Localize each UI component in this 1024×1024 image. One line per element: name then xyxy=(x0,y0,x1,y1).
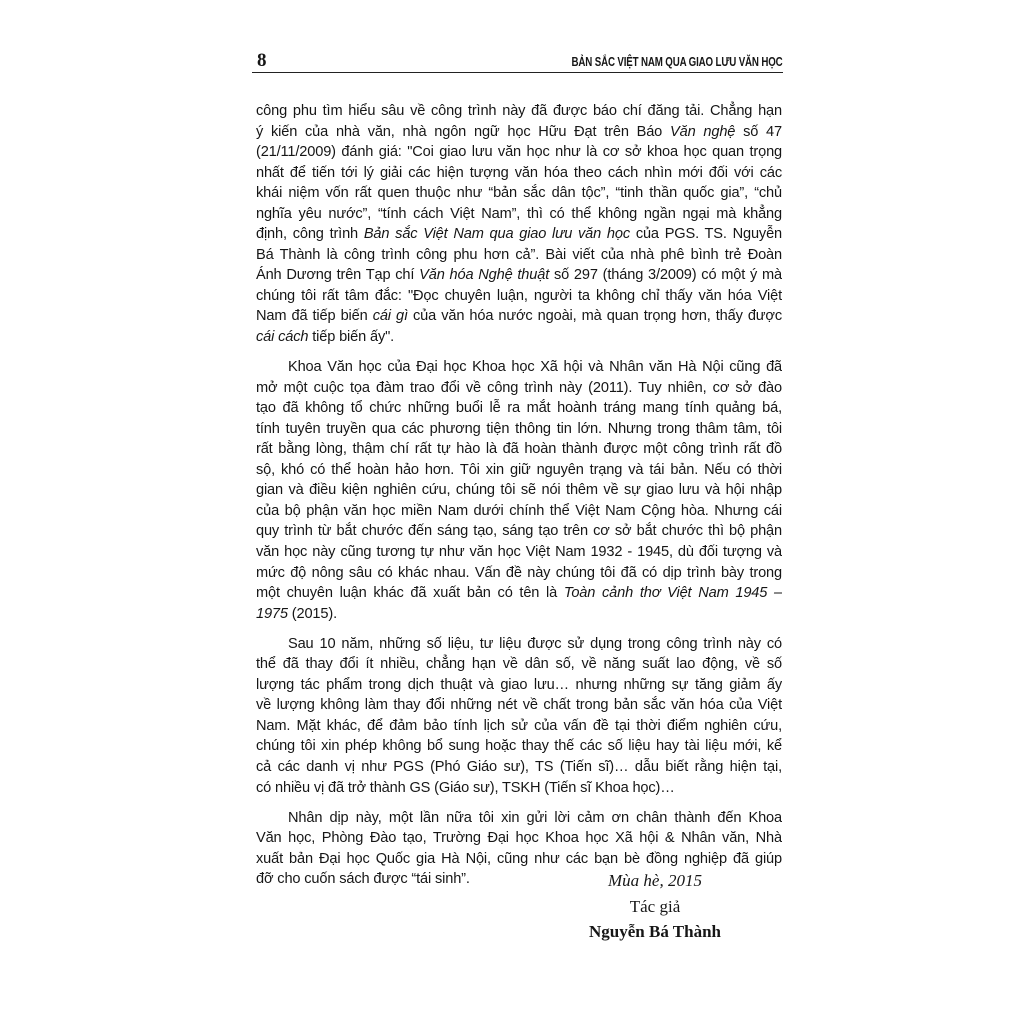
page-number: 8 xyxy=(257,50,267,71)
text-line xyxy=(256,849,782,870)
text-line xyxy=(256,286,782,307)
text-line xyxy=(256,480,782,501)
text-line xyxy=(256,778,782,799)
italic-title: Văn nghệ xyxy=(670,123,736,140)
text-line xyxy=(256,357,782,378)
text-segment: chúng tôi xin phép không bổ sung hoặc thay thế các số liệu hay tài liệu mới, kể xyxy=(256,738,782,755)
text-segment: của văn hóa nước ngoài, mà quan trọng hơn, thấy được xyxy=(407,308,782,325)
text-segment: sộ, khó có thể hoàn hảo hơn. Tôi xin giữ nguyên trạng và tái bản. Nếu có thời xyxy=(256,461,782,478)
text-line xyxy=(256,675,782,696)
text-line xyxy=(256,604,782,625)
text-segment: gian và điều kiện nghiên cứu, chúng tôi sẽ nói thêm về sự giao lưu và hội nhập xyxy=(256,482,782,499)
text-line xyxy=(256,634,782,655)
italic-title: cái cách xyxy=(256,329,309,346)
running-header xyxy=(252,50,783,73)
text-line xyxy=(256,563,782,584)
text-line xyxy=(256,542,782,563)
text-line xyxy=(256,501,782,522)
text-segment: Ánh Dương trên Tạp chí xyxy=(256,267,420,284)
text-line xyxy=(256,695,782,716)
text-segment: chúng tôi rất tâm đắc: "Đọc chuyên luận, người ta không chỉ thấy văn hóa Việt xyxy=(256,287,782,304)
text-segment: số 297 (tháng 3/2009) có một ý mà xyxy=(549,267,782,284)
text-segment: số 47 xyxy=(735,123,782,140)
text-line xyxy=(256,204,782,225)
text-line xyxy=(256,327,782,348)
text-line xyxy=(256,521,782,542)
text-segment: một chuyên luận khác đã xuất bản có tên là xyxy=(256,585,564,602)
text-line xyxy=(256,183,782,204)
paragraph xyxy=(256,357,782,624)
text-segment: của bộ phận văn học miền Nam dưới chính thể Việt Nam Cộng hòa. Nhưng cái xyxy=(256,502,782,519)
text-segment: tính tuyên truyền qua các phương tiện thông tin lớn. Nhưng trong thâm tâm, tôi xyxy=(256,420,782,437)
text-line xyxy=(256,398,782,419)
text-line xyxy=(256,142,782,163)
text-segment: khái niệm vốn rất quen thuộc như “bản sắc dân tộc”, “tinh thần quốc gia”, “chủ xyxy=(256,185,782,202)
text-segment: nghĩa yêu nước”, “tính cách Việt Nam”, thì có thể không ngần ngại mà khẳng xyxy=(256,205,782,222)
text-segment: rất bằng lòng, thậm chí rất tự hào là đã hoàn thành được một công trình rất đồ xyxy=(256,441,782,458)
text-line xyxy=(256,808,782,829)
text-segment: Sau 10 năm, những số liệu, tư liệu được sử dụng trong công trình này có xyxy=(288,635,782,652)
text-line xyxy=(256,583,782,604)
text-segment: công phu tìm hiểu sâu về công trình này đã được báo chí đăng tải. Chẳng hạn xyxy=(256,103,782,119)
text-line xyxy=(256,654,782,675)
text-segment: ý kiến của nhà văn, nhà ngôn ngữ học Hữu Đạt trên Báo xyxy=(256,123,671,140)
text-segment: tiếp biến ấy". xyxy=(308,329,395,346)
text-segment: nhất để tiến tới lý giải các hiện tượng văn hóa theo cách nhìn mới đối với các xyxy=(256,164,782,181)
italic-title: cái gì xyxy=(372,308,408,325)
text-segment: về lượng không làm thay đổi những nét về chất trong bản sắc văn hóa của Việt xyxy=(256,697,782,714)
text-segment: xuất bản Đại học Quốc gia Hà Nội, cũng như các bạn bè đồng nghiệp đã giúp xyxy=(256,850,782,867)
text-line xyxy=(256,460,782,481)
text-segment: đỡ cho cuốn sách được “tái sinh”. xyxy=(256,871,470,888)
text-line xyxy=(256,101,782,122)
text-segment: quy trình từ bắt chước đến sáng tạo, sáng tạo trên cơ sở bắt chước thì bộ phận xyxy=(256,523,782,540)
text-line xyxy=(256,757,782,778)
signature-date: Mùa hè, 2015 xyxy=(608,871,702,890)
text-segment: văn học này cũng tương tự như văn học Việt Nam 1932 - 1945, dù đối tượng và xyxy=(256,543,782,560)
italic-title: Toàn cảnh thơ Việt Nam 1945 – xyxy=(563,585,782,602)
text-line xyxy=(256,245,782,266)
text-segment: định, công trình xyxy=(256,226,364,243)
text-segment: của PGS. TS. Nguyễn xyxy=(630,226,782,243)
text-segment: lượng tác phẩm trong dịch thuật và giao lưu… nhưng những sự tăng giảm ấy xyxy=(256,676,782,693)
text-segment: mở một cuộc tọa đàm trao đổi về công trình này (2011). Tuy nhiên, cơ sở đào xyxy=(256,379,782,396)
signature-role: Tác giả xyxy=(629,896,681,916)
text-segment: (21/11/2009) đánh giá: "Coi giao lưu văn học như là cơ sở khoa học quan trọng xyxy=(256,144,782,161)
text-line xyxy=(256,224,782,245)
text-line xyxy=(256,122,782,143)
running-title: BẢN SẮC VIỆT NAM QUA GIAO LƯU VĂN HỌC xyxy=(571,55,783,69)
italic-title: Bản sắc Việt Nam qua giao lưu văn học xyxy=(363,226,630,243)
text-line xyxy=(256,716,782,737)
italic-title: Văn hóa Nghệ thuật xyxy=(419,267,550,284)
signature-block xyxy=(560,868,750,945)
text-line xyxy=(256,265,782,286)
author-name: Nguyễn Bá Thành xyxy=(589,922,721,941)
text-segment: cả các danh vị như PGS (Phó Giáo sư), TS (Tiến sĩ)… dẫu biết rằng hiện tại, xyxy=(256,758,782,775)
text-segment: Bá Thành là công trình công phu hơn cả”. Bài viết của nhà phê bình trẻ Đoàn xyxy=(256,246,782,263)
paragraph xyxy=(256,634,782,798)
text-segment: thể đã thay đổi ít nhiều, chẳng hạn về dân số, về năng suất lao động, về số xyxy=(256,656,782,673)
text-segment: Khoa Văn học của Đại học Khoa học Xã hội và Nhân văn Hà Nội cũng đã xyxy=(288,359,782,376)
text-line xyxy=(256,378,782,399)
text-line xyxy=(256,163,782,184)
text-line xyxy=(256,439,782,460)
text-segment: Nam đã tiếp biến xyxy=(256,308,373,325)
text-segment: (2015). xyxy=(287,605,337,622)
text-segment: Nam. Mặt khác, để đảm bảo tính lịch sử của vấn đề tại thời điểm nghiên cứu, xyxy=(256,717,782,734)
text-segment: mức độ nông sâu có khác nhau. Vấn đề này chúng tôi đã có dịp trình bày trong xyxy=(256,564,782,581)
text-line xyxy=(256,306,782,327)
text-segment: có nhiều vị đã trở thành GS (Giáo sư), TSKH (Tiến sĩ Khoa học)… xyxy=(256,779,675,796)
text-segment: Nhân dịp này, một lần nữa tôi xin gửi lời cảm ơn chân thành đến Khoa xyxy=(288,809,782,826)
body-text xyxy=(256,101,782,899)
text-segment: tạo đã không tổ chức những buổi lễ ra mắt hoành tráng mang tính quảng bá, xyxy=(256,400,782,417)
text-line xyxy=(256,419,782,440)
text-segment: Văn học, Phòng Đào tạo, Trường Đại học Khoa học Xã hội & Nhân văn, Nhà xyxy=(256,830,782,847)
paragraph xyxy=(256,101,782,348)
text-line xyxy=(256,828,782,849)
italic-title: 1975 xyxy=(256,605,288,622)
text-line xyxy=(256,736,782,757)
